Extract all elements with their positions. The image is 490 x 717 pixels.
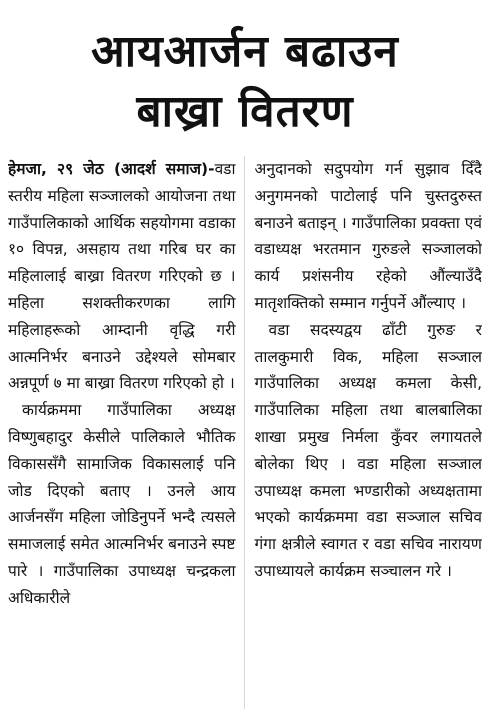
- paragraph: [8, 156, 236, 397]
- paragraph: कार्यक्रममा गाउँपालिका अध्यक्ष विष्णुबहादुर केसीले पालिकाले भौतिक विकाससँगै सामाजिक विकासलाई पनि जोड दिएको बताए । उनले आय आर्जनसँग महिला जोडिनुपर्ने भन्दै त्यसले समाजलाई समेत आत्मनिर्भर बनाउने स्पष्ट पारे । गाउँपालिका उपाध्यक्ष चन्द्रकला अधिकारीले: [8, 401, 236, 607]
- article-body: [8, 156, 482, 709]
- dateline: हेमजा, २९ जेठ (आदर्श समाज)-: [8, 160, 215, 178]
- headline: [8, 22, 482, 142]
- article-column-right: [245, 156, 483, 709]
- paragraph: अनुदानको सदुपयोग गर्न सुझाव दिँदै अनुगमनको पाटोलाई पनि चुस्तदुरुस्त बनाउने बताइन् । गाउँपालिका प्रवक्ता एवं वडाध्यक्ष भरतमान गुरुङले सञ्जालको कार्य प्रशंसनीय रहेको औंल्याउँदै मातृशक्तिको सम्मान गर्नुपर्ने औंल्याए ।: [254, 160, 482, 312]
- headline-line-2: बाख्रा वितरण: [136, 86, 354, 137]
- paragraph: वडा सदस्यद्वय ढाँटी गुरुङ र तालकुमारी विक, महिला सञ्जाल गाउँपालिका अध्यक्ष कमला केसी, गाउँपालिका महिला तथा बालबालिका शाखा प्रमुख निर्मला कुँवर लगायतले बोलेका थिए । वडा महिला सञ्जाल उपाध्यक्ष कमला भण्डारीको अध्यक्षतामा भएको कार्यक्रममा वडा सञ्जाल सचिव गंगा क्षत्रीले स्वागत र वडा सचिव नारायण उपाध्यायले कार्यक्रम सञ्चालन गरे ।: [254, 320, 482, 580]
- headline-line-1: आयआर्जन बढाउन: [91, 26, 399, 77]
- article-column-left: [8, 156, 245, 709]
- paragraph-text: वडा स्तरीय महिला सञ्जालको आयोजना तथा गाउँपालिकाको आर्थिक सहयोगमा वडाका १० विपन्न, असहाय तथा गरिब घर का महिलालाई बाख्रा वितरण गरिएको छ । महिला सशक्तीकरणका लागि महिलाहरूको आम्दानी वृद्धि गरी आत्मनिर्भर बनाउने उद्देश्यले सोमबार अन्नपूर्ण ७ मा बाख्रा वितरण गरिएको हो ।: [8, 160, 236, 393]
